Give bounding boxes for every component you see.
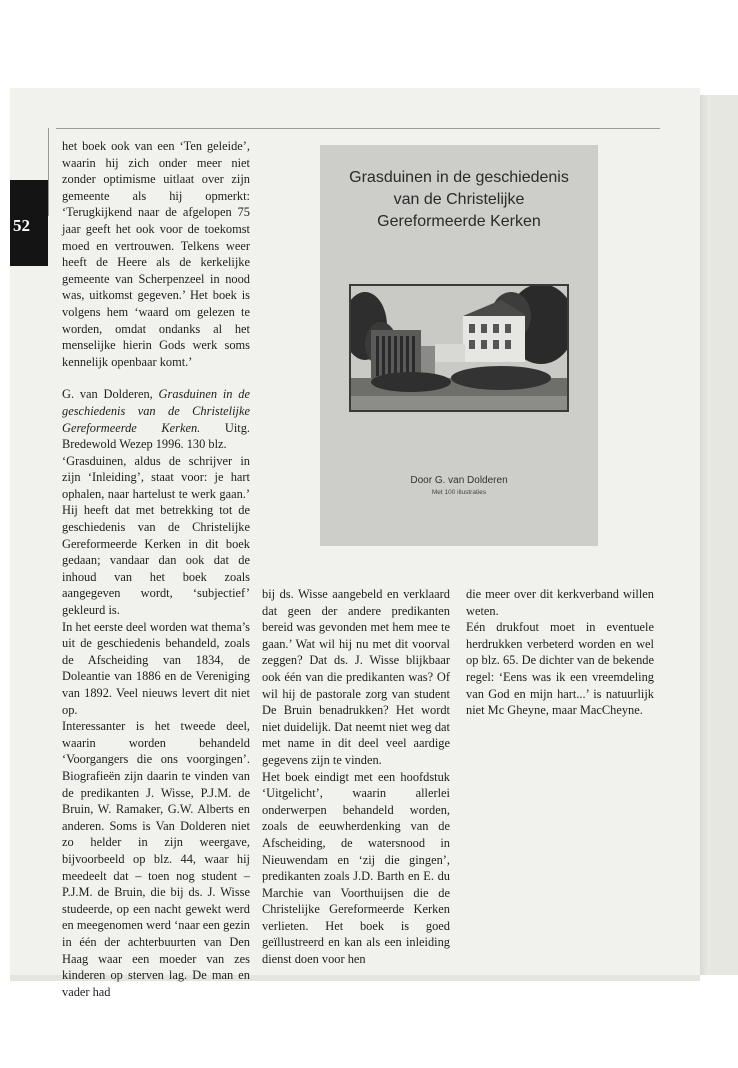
book-cover-title: Grasduinen in de geschiedenis van de Christelijke Gereformeerde Kerken [349, 169, 569, 230]
reference-title: Grasduinen in de geschiedenis van de Christelijke Gereformeerde Kerken. [62, 387, 250, 435]
paragraph: die meer over dit kerkverband willen weten. [466, 587, 654, 618]
header-rule [56, 128, 660, 129]
book-cover-author: Door G. van Dolderen [410, 475, 508, 486]
book-reference [62, 386, 250, 452]
page-number: 52 [13, 216, 30, 235]
paragraph: Eén drukfout moet in eventuele herdrukken verbeterd worden en wel op blz. 65. De dichter van de bekende regel: ‘Eens was ik een vreemdeling van God en mijn hart...’ is natuurlijk niet Mc Gheyne, maar MacCheyne. [466, 620, 654, 718]
page-tab-rule [48, 128, 49, 216]
book-cover-subtitle: Met 100 illustraties [431, 489, 487, 496]
book-cover [320, 145, 598, 546]
reference-author: G. van Dolderen, [62, 387, 159, 402]
text-column-3 [466, 586, 654, 719]
paragraph: ‘Grasduinen, aldus de schrijver in zijn ‘Inleiding’, staat voor: je hart ophalen, naar hartelust te werk gaan.’ Hij heeft dat met betrekking tot de geschiedenis van de Christelijke Gereformeerde Kerken in dit boek gedaan; vandaar dan ook dat de inhoud van het boek zoals aangegeven wordt, ‘subjectief’ gekleurd is. [62, 453, 250, 618]
text-column-1 [62, 138, 250, 1000]
facing-page-edge [700, 95, 738, 975]
church-building-photo [349, 284, 569, 412]
paragraph: Het boek eindigt met een hoofdstuk ‘Uitgelicht’, waarin allerlei onderwerpen behandeld worden, zoals de eeuwherdenking van de Afscheiding, de watersnood in Nieuwendam en ‘zij die gingen’, predikanten zoals J.D. Barth en E. du Marchie van Voorthuijsen die de Christelijke Gereformeerde Kerken verlieten. Het boek is goed geïllustreerd en kan als een inleiding dienst doen voor hen [262, 769, 450, 967]
paragraph: het boek ook van een ‘Ten geleide’, waarin hij zich onder meer niet zonder optimisme uitlaat over zijn gemeente als hij opmerkt: ‘Terugkijkend naar de afgelopen 75 jaar geeft het ook voor de toekomst moed en vertrouwen. Telkens weer heeft de Heere als de kerkelijke gemeente van Scherpenzeel in nood was, uitkomst gegeven.’ Het boek is volgens hem ‘waard om gelezen te worden, omdat ondanks al het menselijke hierin Gods werk soms kennelijk openbaar komt.’ [62, 139, 250, 369]
text-column-2 [262, 586, 450, 968]
reference-publisher: Uitg. Bredewold Wezep 1996. 130 blz. [62, 420, 250, 452]
paragraph: Interessanter is het tweede deel, waarin worden behandeld ‘Voorgangers die ons voorgingen’. Biografieën zijn daarin te vinden van de predikanten J. Wisse, P.J.M. de Bruin, W. Ramaker, G.W. Alberts en anderen. Soms is Van Dolderen niet zo helder in zijn weergave, bijvoorbeeld op blz. 44, waar hij meedeelt dat – toen nog student – P.J.M. de Bruin, die bij ds. J. Wisse studeerde, op een nacht gewekt werd en meegenomen werd ‘naar een gezin in één der achterbuurten van Den Haag waar een moeder van zes kinderen op sterven lag. De man en vader had [62, 719, 250, 999]
paragraph: bij ds. Wisse aangebeld en verklaard dat geen der andere predikanten bereid was gevonden met hem mee te gaan.’ Wat wil hij nu met dit voorval zeggen? Dat ds. J. Wisse blijkbaar ook één van die predikanten was? Of wil hij de pastorale zorg van student De Bruin benadrukken? Het wordt niet duidelijk. Dat neemt niet weg dat met name in dit deel veel aardige gegevens zijn te vinden. [262, 587, 450, 767]
paragraph: In het eerste deel worden wat thema’s uit de geschiedenis behandeld, zoals de Afscheiding van 1834, de Doleantie van 1886 en de Vereniging van 1892. Veel nieuws levert dit niet op. [62, 619, 250, 717]
